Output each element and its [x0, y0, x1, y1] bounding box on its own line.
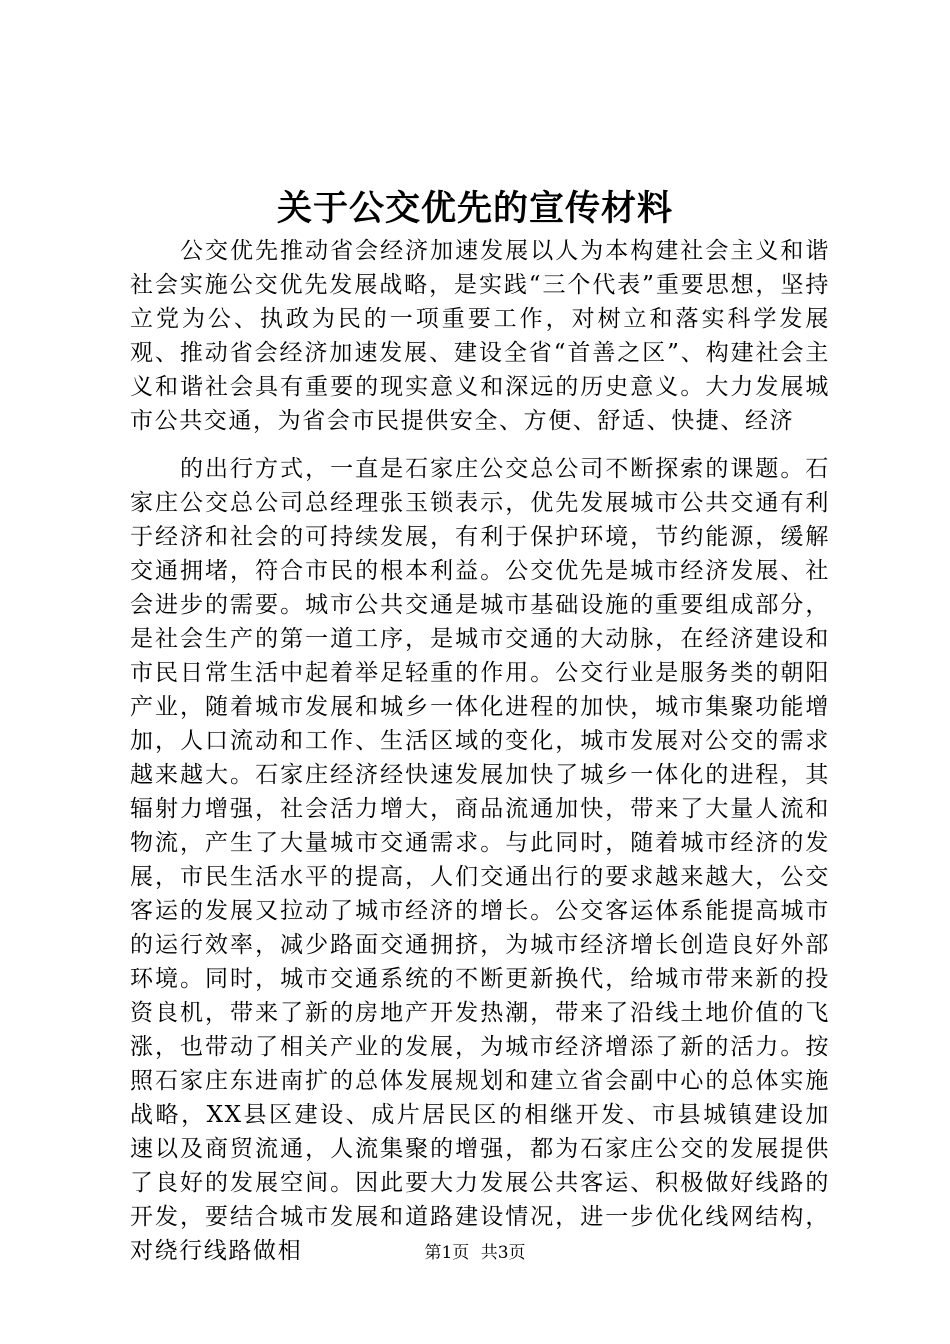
- paragraph-1: 公交优先推动省会经济加速发展以人为本构建社会主义和谐社会实施公交优先发展战略，是实践“三个代表”重要思想，坚持立党为公、执政为民的一项重要工作，对树立和落实科学发展观、推动省会经济加速发展、建设全省“首善之区”、构建社会主义和谐社会具有重要的现实意义和深远的历史意义。大力发展城市公共交通，为省会市民提供安全、方便、舒适、快捷、经济: [130, 238, 830, 434]
- page-total: 共3页: [480, 1243, 526, 1263]
- paragraph-2: 的出行方式，一直是石家庄公交总公司不断探索的课题。石家庄公交总公司总经理张玉锁表示，优先发展城市公共交通有利于经济和社会的可持续发展，有利于保护环境，节约能源，缓解交通拥堵，符合市民的根本利益。公交优先是城市经济发展、社会进步的需要。城市公共交通是城市基础设施的重要组成部分，是社会生产的第一道工序，是城市交通的大动脉，在经济建设和市民日常生活中起着举足轻重的作用。公交行业是服务类的朝阳产业，随着城市发展和城乡一体化进程的加快，城市集聚功能增加，人口流动和工作、生活区域的变化，城市发展对公交的需求越来越大。石家庄经济经快速发展加快了城乡一体化的进程，其辐射力增强，社会活力增大，商品流通加快，带来了大量人流和物流，产生了大量城市交通需求。与此同时，随着城市经济的发展，市民生活水平的提高，人们交通出行的要求越来越大，公交客运的发展又拉动了城市经济的增长。公交客运体系能提高城市的运行效率，减少路面交通拥挤，为城市经济增长创造良好外部环境。同时，城市交通系统的不断更新换代，给城市带来新的投资良机，带来了新的房地产开发热潮，带来了沿线土地价值的飞涨，也带动了相关产业的发展，为城市经济增添了新的活力。按照石家庄东进南扩的总体发展规划和建立省会副中心的总体实施战略，XX县区建设、成片居民区的相继开发、市县城镇建设加速以及商贸流通，人流集聚的增强，都为石家庄公交的发展提供了良好的发展空间。因此要大力发展公共客运、积极做好线路的开发，要结合城市发展和道路建设情况，进一步优化线网结构，对绕行线路做相: [130, 456, 830, 1264]
- page-footer: [0, 1242, 950, 1264]
- paragraph-1-block: [130, 234, 830, 438]
- page-number: 第1页: [424, 1243, 470, 1263]
- paragraph-2-block: [130, 452, 830, 1268]
- document-title: 关于公交优先的宣传材料: [276, 188, 673, 229]
